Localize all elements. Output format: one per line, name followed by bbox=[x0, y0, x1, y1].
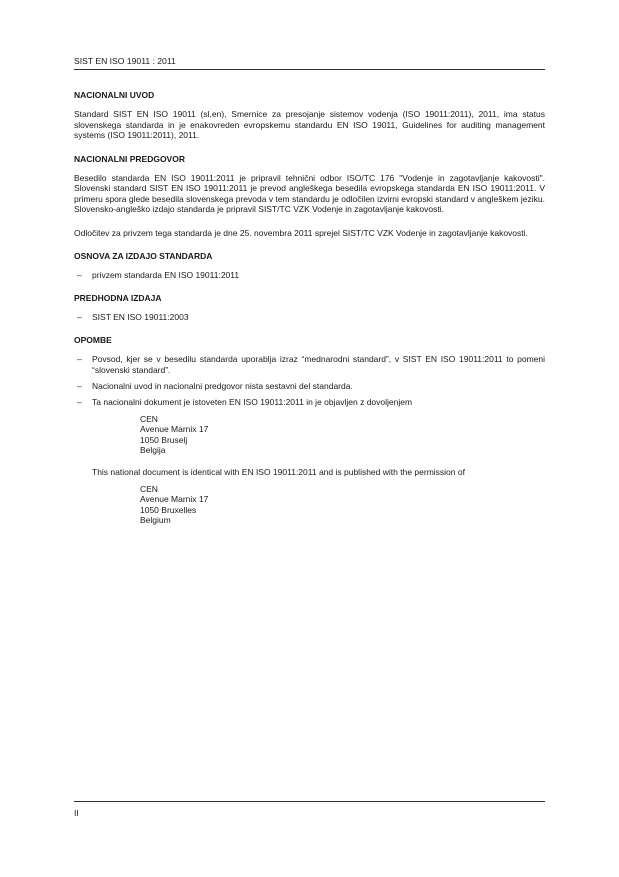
address-line: 1050 Bruselj bbox=[140, 434, 188, 445]
address-line: 1050 Bruxelles bbox=[140, 504, 197, 515]
section-heading-uvod: NACIONALNI UVOD bbox=[74, 90, 155, 100]
section-heading-predgovor: NACIONALNI PREDGOVOR bbox=[74, 153, 185, 164]
english-permission-text: This national document is identical with EN ISO 19011:2011 and is published with the permission of bbox=[92, 467, 465, 478]
bullet-dash: – bbox=[77, 354, 82, 365]
page-footer bbox=[74, 801, 545, 818]
document-title: SIST EN ISO 19011 : 2011 bbox=[74, 56, 176, 66]
address-line: Avenue Marnix 17 bbox=[140, 424, 209, 435]
address-block-sl bbox=[140, 414, 545, 456]
predgovor-paragraph-2: Odločitev za privzem tega standarda je dne 25. novembra 2011 sprejel SIST/TC VZK Vodenje in zagotavljanje kakovosti. bbox=[74, 227, 528, 238]
list-item bbox=[74, 397, 545, 407]
document-body bbox=[74, 90, 545, 537]
page-number: II bbox=[74, 808, 79, 818]
list-item-text: Nacionalni uvod in nacionalni predgovor nista sestavni del standarda. bbox=[92, 380, 353, 391]
bullet-dash: – bbox=[77, 270, 82, 281]
bullet-dash: – bbox=[77, 312, 82, 323]
address-line: Belgija bbox=[140, 444, 166, 455]
list-item-text: Ta nacionalni dokument je istoveten EN ISO 19011:2011 in je objavljen z dovoljenjem bbox=[92, 397, 413, 408]
list-item bbox=[74, 354, 545, 375]
page-header bbox=[74, 56, 545, 70]
osnova-list bbox=[74, 270, 545, 280]
list-item-text: privzem standarda EN ISO 19011:2011 bbox=[92, 270, 240, 281]
list-item-text: Povsod, kjer se v besedilu standarda uporablja izraz “mednarodni standard”, v SIST EN ISO 19011:2011 to pomeni “slovenski standard”. bbox=[92, 354, 545, 375]
bullet-dash: – bbox=[77, 380, 82, 391]
section-heading-predhodna: PREDHODNA IZDAJA bbox=[74, 292, 162, 303]
address-block-en bbox=[140, 484, 545, 526]
list-item bbox=[74, 381, 545, 391]
section-heading-opombe: OPOMBE bbox=[74, 334, 112, 345]
address-line: Avenue Marnix 17 bbox=[140, 494, 209, 505]
uvod-paragraph: Standard SIST EN ISO 19011 (sl,en), Smernice za presojanje sistemov vodenja (ISO 19011:2011), 2011, ima status slovenskega standarda in je enakovreden evropskemu standardu EN ISO 19011, Guidelines for auditing management systems (ISO 19011:2011), 2011. bbox=[74, 109, 545, 141]
opombe-list bbox=[74, 354, 545, 408]
predhodna-list bbox=[74, 312, 545, 322]
predgovor-paragraph-1: Besedilo standarda EN ISO 19011:2011 je pripravil tehnični odbor ISO/TC 176 "Vodenje in zagotavljanje kakovosti". Slovenski standard SIST EN ISO 19011:2011 je prevod angleškega besedila evropskega standarda EN ISO 19011:2011. V primeru spora glede besedila slovenskega prevoda v tem standardu je odločilen izvirni evropski standard v angleškem jeziku. Slovensko-angleško izdajo standarda je pripravil SIST/TC VZK Vodenje in zagotavljanje kakovosti. bbox=[74, 173, 545, 215]
section-heading-osnova: OSNOVA ZA IZDAJO STANDARDA bbox=[74, 251, 213, 262]
address-line: CEN bbox=[140, 413, 158, 424]
bullet-dash: – bbox=[77, 397, 82, 408]
list-item bbox=[74, 312, 545, 322]
list-item bbox=[74, 270, 545, 280]
address-line: CEN bbox=[140, 483, 158, 494]
address-line: Belgium bbox=[140, 514, 171, 525]
list-item-text: SIST EN ISO 19011:2003 bbox=[92, 312, 189, 323]
